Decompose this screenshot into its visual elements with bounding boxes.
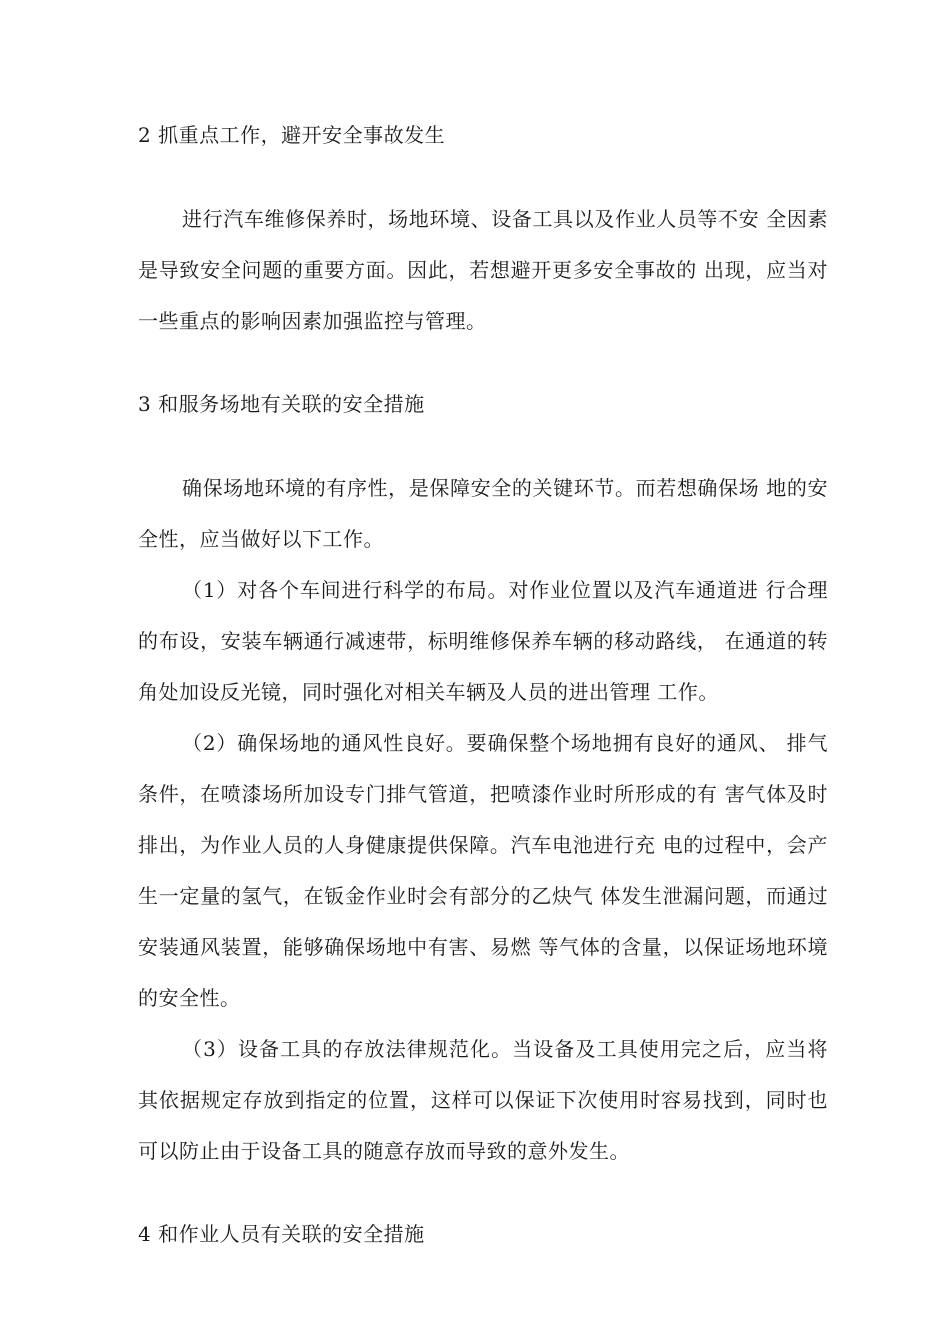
paragraph-3-3: （2）确保场地的通风性良好。要确保整个场地拥有良好的通风、 排气条件，在喷漆场所加设专门排气管道，把喷漆作业时所形成的有 害气体及时排出，为作业人员的人身健康提供保障。汽车电池进行充 电的过程中，会产生一定量的氢气，在钣金作业时会有部分的乙炔气 体发生泄漏问题，而通过安装通风装置，能够确保场地中有害、易燃 等气体的含量，以保证场地环境的安全性。	[138, 731, 828, 1010]
paragraph-3-1: 确保场地环境的有序性，是保障安全的关键环节。而若想确保场 地的安全性，应当做好以下工作。	[138, 476, 828, 551]
section-heading-2: 2 抓重点工作，避开安全事故发生	[138, 123, 446, 147]
paragraph-3-2: （1）对各个车间进行科学的布局。对作业位置以及汽车通道进 行合理的布设，安装车辆通行减速带，标明维修保养车辆的移动路线， 在通道的转角处加设反光镜，同时强化对相关车辆及人员的进出管理 工作。	[138, 578, 828, 704]
paragraph-2-1: 进行汽车维修保养时，场地环境、设备工具以及作业人员等不安 全因素是导致安全问题的重要方面。因此，若想避开更多安全事故的 出现，应当对一些重点的影响因素加强监控与管理。	[138, 207, 828, 333]
section-heading-3: 3 和服务场地有关联的安全措施	[138, 392, 425, 416]
section-heading-4: 4 和作业人员有关联的安全措施	[138, 1222, 425, 1246]
document-page	[138, 110, 828, 1260]
paragraph-3-4: （3）设备工具的存放法律规范化。当设备及工具使用完之后，应当将其依据规定存放到指定的位置，这样可以保证下次使用时容易找到，同时也可以防止由于设备工具的随意存放而导致的意外发生。	[138, 1037, 828, 1163]
